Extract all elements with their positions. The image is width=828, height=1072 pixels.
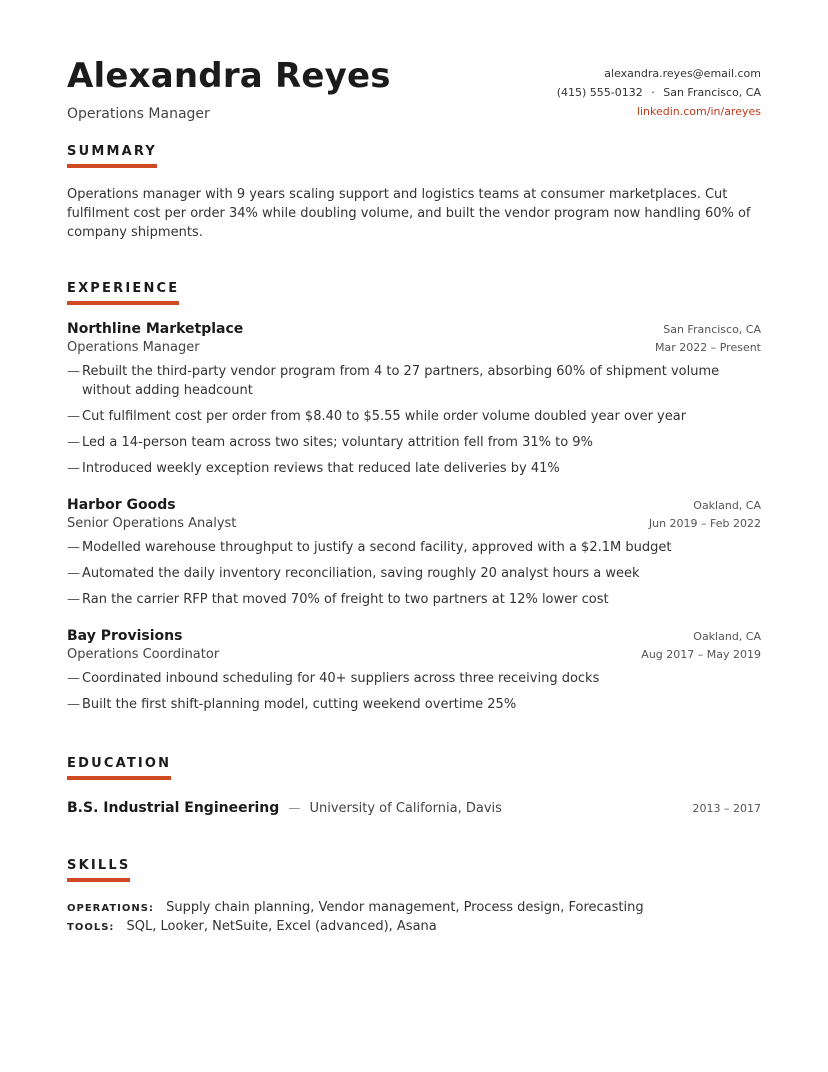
job-dates: Mar 2022 – Present bbox=[654, 341, 761, 354]
job-bullet: — Led a 14-person team across two sites; voluntary attrition fell from 31% to 9% bbox=[67, 433, 761, 452]
job-bullet: — Introduced weekly exception reviews that reduced late deliveries by 41% bbox=[67, 459, 761, 478]
job-entry bbox=[67, 321, 761, 478]
job-bullet: — Cut fulfilment cost per order from $8.40 to $5.55 while order volume doubled year over year bbox=[67, 407, 761, 426]
job-company: Bay Provisions bbox=[67, 628, 183, 644]
job-bullet: — Automated the daily inventory reconciliation, saving roughly 20 analyst hours a week bbox=[67, 564, 761, 583]
skills-operations-value: Supply chain planning, Vendor management, Process design, Forecasting bbox=[166, 900, 644, 915]
skills-section bbox=[67, 854, 761, 937]
contact-separator: · bbox=[651, 86, 655, 99]
education-section bbox=[67, 752, 761, 816]
education-heading: EDUCATION bbox=[67, 756, 171, 780]
job-bullet: — Modelled warehouse throughput to justify a second facility, approved with a $2.1M budget bbox=[67, 538, 761, 557]
contact-phone: (415) 555-0132 bbox=[556, 86, 643, 99]
summary-section bbox=[67, 140, 761, 242]
candidate-name: Alexandra Reyes bbox=[67, 56, 391, 96]
education-entry bbox=[67, 797, 761, 816]
experience-heading: EXPERIENCE bbox=[67, 281, 179, 305]
contact-city: San Francisco, CA bbox=[663, 86, 761, 99]
contact-phone-location bbox=[557, 83, 761, 102]
resume-page bbox=[67, 0, 761, 937]
summary-text: Operations manager with 9 years scaling support and logistics teams at consumer marketplaces. Cut fulfilment cost per order 34% while doubling volume, and built the vendor program now handling 60% of company shipments. bbox=[67, 187, 751, 240]
job-company: Harbor Goods bbox=[67, 497, 176, 513]
summary-heading: SUMMARY bbox=[67, 144, 157, 168]
contact-email[interactable]: alexandra.reyes@email.com bbox=[604, 67, 761, 80]
job-bullets bbox=[67, 538, 761, 609]
job-title: Operations Coordinator bbox=[67, 647, 220, 662]
job-entry bbox=[67, 628, 761, 714]
job-company: Northline Marketplace bbox=[67, 321, 244, 337]
job-title: Senior Operations Analyst bbox=[67, 516, 237, 531]
job-bullets bbox=[67, 669, 761, 714]
job-dates: Aug 2017 – May 2019 bbox=[641, 648, 761, 661]
contact-block bbox=[557, 64, 761, 121]
job-location: Oakland, CA bbox=[693, 499, 761, 512]
contact-linkedin-link[interactable]: linkedin.com/in/areyes bbox=[636, 105, 761, 118]
job-title: Operations Manager bbox=[67, 340, 200, 355]
education-school: University of California, Davis bbox=[309, 801, 502, 816]
candidate-role: Operations Manager bbox=[67, 106, 210, 122]
skills-tools-label: TOOLS: bbox=[67, 922, 115, 933]
job-entry bbox=[67, 497, 761, 609]
skills-tools-line bbox=[67, 918, 761, 937]
job-bullet: — Built the first shift-planning model, cutting weekend overtime 25% bbox=[67, 695, 761, 714]
education-dash: — bbox=[288, 801, 301, 815]
skills-operations-label: OPERATIONS: bbox=[67, 903, 154, 914]
resume-header bbox=[67, 0, 761, 140]
job-bullets bbox=[67, 362, 761, 478]
job-dates: Jun 2019 – Feb 2022 bbox=[648, 517, 761, 530]
job-bullet: — Ran the carrier RFP that moved 70% of freight to two partners at 12% lower cost bbox=[67, 590, 761, 609]
job-bullet: — Coordinated inbound scheduling for 40+ suppliers across three receiving docks bbox=[67, 669, 761, 688]
skills-operations-line bbox=[67, 899, 761, 918]
experience-section bbox=[67, 277, 761, 714]
job-location: San Francisco, CA bbox=[663, 323, 761, 336]
job-bullet: — Rebuilt the third-party vendor program from 4 to 27 partners, absorbing 60% of shipment volume without adding headcount bbox=[67, 362, 761, 400]
education-degree: B.S. Industrial Engineering bbox=[67, 800, 280, 816]
education-dates: 2013 – 2017 bbox=[692, 802, 761, 815]
job-location: Oakland, CA bbox=[693, 630, 761, 643]
skills-heading: SKILLS bbox=[67, 858, 130, 882]
skills-tools-value: SQL, Looker, NetSuite, Excel (advanced), Asana bbox=[126, 919, 437, 934]
